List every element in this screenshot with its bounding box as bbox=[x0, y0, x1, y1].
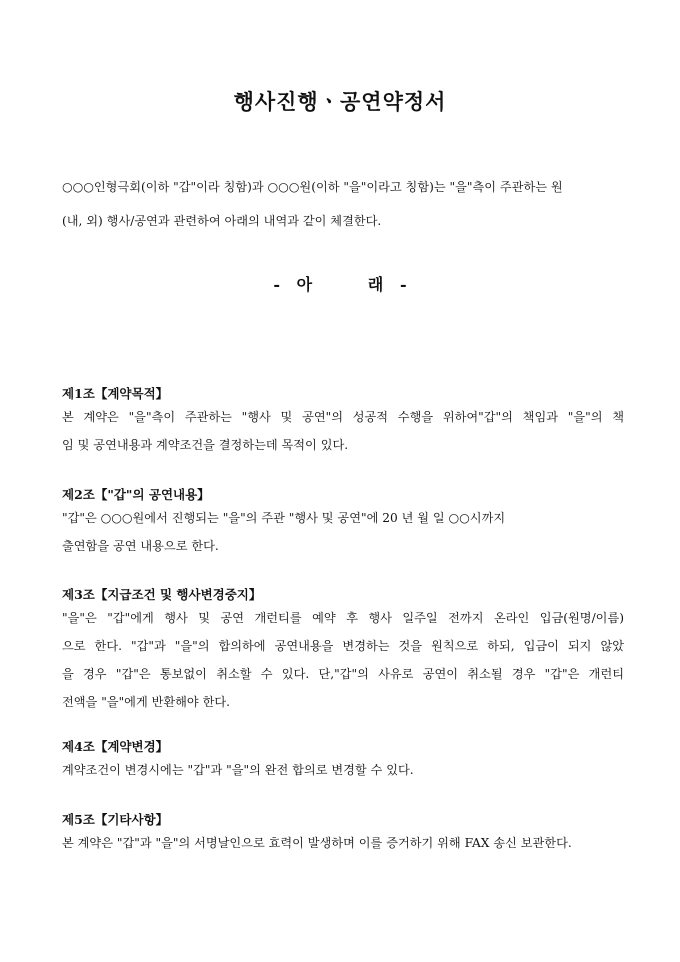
intro-line: (내, 외) 행사/공연과 관련하여 아래의 내역과 같이 체결한다. bbox=[62, 214, 382, 228]
article-heading: 제5조【기타사항】 bbox=[62, 812, 169, 827]
article-2 bbox=[62, 486, 624, 560]
article-line: "갑"은 ○○○원에서 진행되는 "을"의 주관 "행사 및 공연"에 20 년 월 일 ○○시까지 bbox=[62, 511, 506, 525]
article-line: 계약조건이 변경시에는 "갑"과 "을"의 완전 합의로 변경할 수 있다. bbox=[62, 763, 414, 777]
article-line: 을 경우 "갑"은 통보없이 취소할 수 있다. 단,"갑"의 사유로 공연이 취소될 경우 "갑"은 개런티 bbox=[62, 667, 624, 681]
article-3 bbox=[62, 586, 624, 716]
article-line: 임 및 공연내용과 계약조건을 결정하는데 목적이 있다. bbox=[62, 438, 349, 452]
article-line: "을"은 "갑"에게 행사 및 공연 개런티를 예약 후 행사 일주일 전까지 온라인 입금(원명/이름) bbox=[62, 611, 624, 625]
intro-paragraph bbox=[62, 170, 624, 238]
article-heading: 제3조【지급조건 및 행사변경중지】 bbox=[62, 587, 262, 602]
article-line: 본 계약은 "을"측이 주관하는 "행사 및 공연"의 성공적 수행을 위하여"갑"의 책임과 "을"의 책 bbox=[62, 410, 624, 424]
article-5 bbox=[62, 811, 624, 857]
article-line: 본 계약은 "갑"과 "을"의 서명날인으로 효력이 발생하며 이를 증거하기 위해 FAX 송신 보관한다. bbox=[62, 836, 572, 850]
article-heading: 제2조【"갑"의 공연내용】 bbox=[62, 487, 210, 502]
section-separator: - 아 래 - bbox=[273, 275, 407, 294]
article-line: 전액을 "을"에게 반환해야 한다. bbox=[62, 695, 230, 709]
article-line: 으로 한다. "갑"과 "을"의 합의하에 공연내용을 변경하는 것을 원칙으로 하되, 입금이 되지 않았 bbox=[62, 639, 624, 653]
article-1 bbox=[62, 385, 624, 459]
article-line: 출연함을 공연 내용으로 한다. bbox=[62, 539, 219, 553]
article-4 bbox=[62, 738, 624, 784]
document-title: 행사진행ㆍ공연약정서 bbox=[233, 89, 447, 114]
article-heading: 제1조【계약목적】 bbox=[62, 386, 169, 401]
article-heading: 제4조【계약변경】 bbox=[62, 739, 169, 754]
intro-line: ○○○인형극회(이하 "갑"이라 칭함)과 ○○○원(이하 "을"이라고 칭함)는 "을"측이 주관하는 원 bbox=[62, 180, 563, 194]
